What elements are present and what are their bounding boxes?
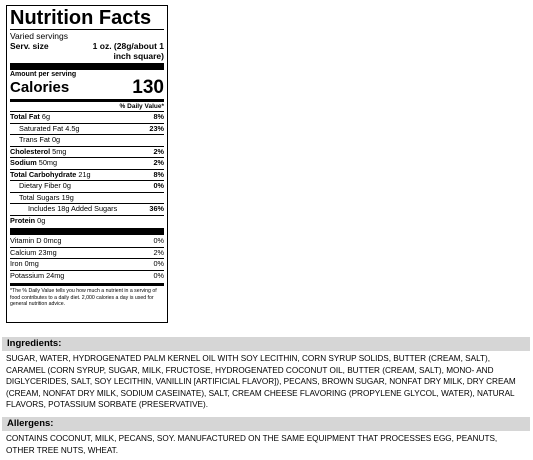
nutrient-amount: 5mg xyxy=(52,146,67,156)
nutrient-row-added-sugars xyxy=(10,203,164,215)
nutrient-dv: 8% xyxy=(153,112,164,121)
vitamin-row-iron xyxy=(10,258,164,270)
nutrient-amount: 50mg xyxy=(38,158,58,167)
nutrient-amount: 21g xyxy=(78,169,91,179)
nutrient-label: Sodium xyxy=(10,158,37,167)
nutrient-dv: 2% xyxy=(153,146,164,156)
serving-size-value xyxy=(93,41,164,61)
vitamin-amount: 23mg xyxy=(38,247,57,257)
vitamin-label: Vitamin D xyxy=(10,236,42,245)
serving-size-value-line2: inch square) xyxy=(113,51,164,61)
vitamin-dv: 2% xyxy=(153,247,164,257)
amount-per-serving: Amount per serving xyxy=(10,71,77,78)
ingredients-text: SUGAR, WATER, HYDROGENATED PALM KERNEL OIL WITH SOY LECITHIN, CORN SYRUP SOLIDS, BUTTER (CREAM, SALT), CARAMEL (CORN SYRUP, SUGAR, MILK, FRUCTOSE, HYDROGENATED COCONUT OIL, BUTTER (CREAM, SALT), MONO- AND DIGLYCERIDES, SALT, SOY LECITHIN, VANILLIN [ARTIFICIAL FLAVOR]), PECANS, BROWN SUGAR, NONFAT DRY MILK, DRY CREAM (CREAM, NONFAT DRY MILK, SODIUM CASEINATE), SALT, CREAM CHEESE FLAVORING (PROPYLENE GLYCOL, WATER), NATURAL FLAVORS, POTASSIUM SORBATE (PRESERVATIVE). xyxy=(6,354,516,409)
nutrient-amount: 0g xyxy=(37,215,46,225)
divider xyxy=(10,29,164,30)
vitamin-dv: 0% xyxy=(153,270,164,280)
divider-thick xyxy=(10,228,164,235)
nutrient-label: Protein xyxy=(10,215,36,225)
nutrient-row-sodium xyxy=(10,157,164,169)
nutrient-label: Total Sugars xyxy=(19,192,60,202)
nutrient-row-total-fat xyxy=(10,111,164,123)
vitamin-row-vitamin-d xyxy=(10,236,164,247)
nutrient-amount: 4.5g xyxy=(65,123,80,133)
nutrient-label: Cholesterol xyxy=(10,146,51,156)
serving-size xyxy=(10,41,164,61)
nutrition-facts-title: Nutrition Facts xyxy=(10,7,152,29)
divider-medium xyxy=(10,283,164,286)
servings-per-container: Varied servings xyxy=(10,31,68,41)
nutrient-label: Trans Fat xyxy=(19,135,50,144)
divider-thick xyxy=(10,63,164,70)
nutrient-amount: 0g xyxy=(62,181,71,190)
vitamin-dv: 0% xyxy=(153,259,164,268)
nutrient-row-cholesterol xyxy=(10,146,164,158)
divider-medium xyxy=(10,99,164,102)
nutrient-row-saturated-fat xyxy=(10,123,164,135)
nutrient-dv: 36% xyxy=(149,204,164,213)
nutrient-row-trans-fat xyxy=(10,134,164,146)
nutrient-label: Total Carbohydrate xyxy=(10,169,77,179)
calories-row xyxy=(10,79,164,97)
vitamin-amount: 0mg xyxy=(24,259,39,268)
calories-label: Calories xyxy=(10,79,70,96)
nutrient-row-total-sugars xyxy=(10,192,164,204)
nutrient-amount: 0g xyxy=(51,135,61,144)
serving-size-label: Serv. size xyxy=(10,41,49,51)
daily-value-header: % Daily Value* xyxy=(119,103,164,110)
nutrient-amount: 6g xyxy=(41,112,51,121)
nutrient-label: Includes 18g Added Sugars xyxy=(28,204,118,213)
nutrient-label: Total Fat xyxy=(10,112,40,121)
nutrient-row-protein xyxy=(10,215,164,227)
nutrient-row-total-carbohydrate xyxy=(10,169,164,181)
vitamin-row-potassium xyxy=(10,270,164,282)
daily-value-footnote: *The % Daily Value tells you how much a nutrient in a serving of food contributes to a daily diet. 2,000 calories a day is used for general nutrition advice. xyxy=(10,288,157,307)
serving-size-value-line1: 1 oz. (28g/about 1 xyxy=(92,41,164,51)
nutrient-dv: 23% xyxy=(149,123,164,133)
nutrient-dv: 2% xyxy=(153,158,164,167)
allergens-text: CONTAINS COCONUT, MILK, PECANS, SOY. MANUFACTURED ON THE SAME EQUIPMENT THAT PROCESSES EGG, PEANUTS, OTHER TREE NUTS, WHEAT. xyxy=(6,434,498,455)
nutrient-label: Saturated Fat xyxy=(19,123,64,133)
allergens-heading: Allergens: xyxy=(2,417,530,431)
nutrient-dv: 0% xyxy=(153,181,164,190)
nutrient-label: Dietary Fiber xyxy=(19,181,61,190)
ingredients-heading: Ingredients: xyxy=(2,337,530,351)
nutrition-facts-label xyxy=(6,5,168,323)
vitamin-amount: 24mg xyxy=(46,270,65,280)
vitamin-amount: 0mcg xyxy=(43,236,62,245)
vitamin-label: Potassium xyxy=(10,270,45,280)
vitamin-dv: 0% xyxy=(153,236,164,245)
nutrient-amount: 19g xyxy=(61,192,74,202)
nutrient-dv: 8% xyxy=(153,169,164,179)
calories-value: 130 xyxy=(132,77,164,98)
nutrient-row-dietary-fiber xyxy=(10,180,164,192)
vitamin-row-calcium xyxy=(10,247,164,259)
vitamin-label: Calcium xyxy=(10,247,37,257)
vitamin-label: Iron xyxy=(10,259,23,268)
